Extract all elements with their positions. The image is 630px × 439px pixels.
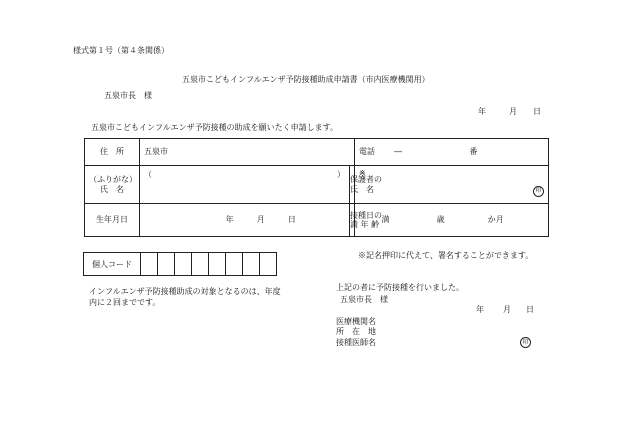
birth-day: 日 <box>287 215 296 225</box>
doctor-seal-icon: 印 <box>520 337 531 348</box>
furigana-label: （ふりがな） <box>89 175 137 185</box>
birth-label: 生年月日 <box>96 215 128 225</box>
application-table <box>84 138 549 237</box>
personal-code-digit[interactable] <box>175 253 192 276</box>
guardian-seal-icon: 印 <box>533 186 544 197</box>
intro-text: 五泉市こどもインフルエンザ予防接種の助成を願いたく申請します。 <box>91 123 339 132</box>
birth-month: 月 <box>256 215 265 225</box>
cert-date-day: 日 <box>526 305 534 314</box>
eligibility-note-line2: 内に２回までです。 <box>89 298 161 307</box>
child-name-field[interactable] <box>140 166 350 204</box>
phone-field[interactable] <box>355 139 549 166</box>
signature-note: ※記名押印に代えて、署名することができます。 <box>358 251 534 260</box>
cert-date-month: 月 <box>503 305 511 314</box>
age-label-2: 満 年 齢 <box>350 220 380 229</box>
name-row <box>85 166 549 204</box>
guardian-name-field[interactable] <box>355 166 549 204</box>
address-field[interactable] <box>140 139 355 166</box>
certification-text: 上記の者に予防接種を行いました。 <box>336 283 464 292</box>
name-label: 氏 名 <box>100 184 124 194</box>
age-sai: 歳 <box>436 215 445 225</box>
guardian-note-mark: ※ <box>359 169 366 178</box>
personal-code-digit[interactable] <box>158 253 175 276</box>
personal-code-table <box>83 252 277 276</box>
address-value: 五泉市 <box>144 147 168 157</box>
date-year: 年 <box>478 107 486 116</box>
address-row <box>85 139 549 166</box>
clinic-address-label: 所 在 地 <box>336 327 376 336</box>
cert-date-year: 年 <box>476 305 484 314</box>
age-label-1: 接種日の <box>350 210 382 220</box>
addressee: 五泉市長 様 <box>104 91 152 100</box>
date-month: 月 <box>509 107 517 116</box>
phone-dash: ― <box>394 147 403 157</box>
personal-code-digit[interactable] <box>243 253 260 276</box>
phone-label: 電話 <box>359 147 375 157</box>
personal-code-digit[interactable] <box>260 253 277 276</box>
address-label-cell <box>85 139 140 166</box>
form-number: 様式第１号（第４条関係） <box>73 46 169 55</box>
personal-code-label: 個人コード <box>92 259 132 269</box>
age-man: 満 <box>381 215 390 225</box>
name-label-cell <box>85 166 140 204</box>
personal-code-digit[interactable] <box>226 253 243 276</box>
date-day: 日 <box>533 107 541 116</box>
age-month: か月 <box>487 215 504 225</box>
personal-code-label-cell <box>84 253 141 276</box>
phone-ban: 番 <box>469 147 478 157</box>
personal-code-digit[interactable] <box>141 253 158 276</box>
address-label: 住 所 <box>100 147 124 157</box>
eligibility-note-line1: インフルエンザ予防接種助成の対象となるのは、年度 <box>89 287 281 296</box>
form-title: 五泉市こどもインフルエンザ予防接種助成申請書（市内医療機関用） <box>182 75 430 84</box>
birth-year: 年 <box>225 215 234 225</box>
birth-label-cell <box>85 204 140 237</box>
addressee-2: 五泉市長 様 <box>340 295 388 304</box>
paren-open: （ <box>144 170 152 179</box>
guardian-label-2: 氏 名 <box>350 184 374 194</box>
personal-code-digit[interactable] <box>209 253 226 276</box>
birth-row <box>85 204 549 237</box>
clinic-name-label: 医療機関名 <box>336 317 376 326</box>
paren-close: ） <box>337 170 345 179</box>
personal-code-digit[interactable] <box>192 253 209 276</box>
age-field[interactable] <box>355 204 549 237</box>
birthdate-field[interactable] <box>140 204 350 237</box>
guardian-label-1: 保護者の <box>350 175 382 185</box>
doctor-name-label: 接種医師名 <box>336 338 376 347</box>
